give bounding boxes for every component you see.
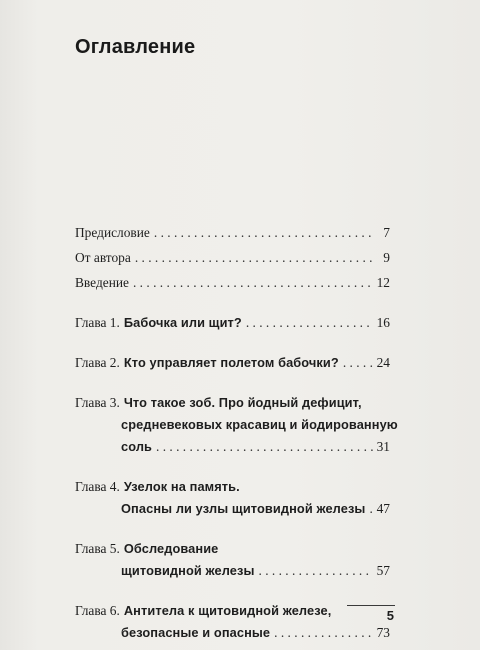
toc-line — [75, 498, 390, 520]
toc-line — [75, 247, 390, 269]
toc-line — [75, 436, 390, 458]
toc-line — [75, 272, 390, 294]
toc-line — [75, 414, 398, 436]
toc-page-number: 73 — [376, 625, 390, 640]
toc-line — [75, 312, 390, 334]
toc-entry — [75, 352, 390, 374]
toc-entry — [75, 312, 390, 334]
chapter-number: Глава 6. — [75, 603, 120, 618]
chapter-number: Глава 1. — [75, 315, 120, 330]
chapter-title: Обследование — [123, 541, 219, 556]
toc-entry-title: От автора — [75, 250, 131, 265]
dot-leader — [154, 222, 373, 244]
toc-page-number: 47 — [376, 501, 390, 516]
toc-entry-title: Предисловие — [75, 225, 150, 240]
toc-line — [75, 476, 390, 498]
dot-leader — [274, 622, 373, 644]
toc-line — [75, 600, 390, 622]
dot-leader — [133, 272, 373, 294]
toc-page-number: 7 — [383, 225, 390, 240]
toc-page-number: 31 — [376, 439, 390, 454]
chapter-number: Глава 4. — [75, 479, 120, 494]
chapter-title-continued: безопасные и опасные — [121, 625, 271, 640]
chapter-number: Глава 5. — [75, 541, 120, 556]
toc-line — [75, 622, 390, 644]
toc-line — [75, 560, 390, 582]
toc-page-number: 57 — [376, 563, 390, 578]
toc-page-number: 24 — [376, 355, 390, 370]
toc-entry — [75, 392, 398, 458]
chapter-title: Антитела к щитовидной железе, — [123, 603, 332, 618]
chapter-title-continued: щитовидной железы — [121, 563, 255, 578]
dot-leader — [135, 247, 373, 269]
chapter-title-continued: Опасны ли узлы щитовидной железы — [121, 501, 366, 516]
dot-leader — [369, 498, 373, 520]
toc-page-number: 9 — [383, 250, 390, 265]
dot-leader — [259, 560, 374, 582]
dot-leader — [156, 436, 373, 458]
chapter-title: Что такое зоб. Про йодный дефицит, — [123, 395, 362, 410]
toc-entry-title: Введение — [75, 275, 129, 290]
toc-entry — [75, 476, 390, 520]
toc-page-number: 16 — [376, 315, 390, 330]
chapter-title-continued: средневековых красавиц и йодированную — [121, 417, 398, 432]
chapter-title: Узелок на память. — [123, 479, 240, 494]
chapter-title: Бабочка или щит? — [123, 315, 242, 330]
toc-line — [75, 222, 390, 244]
footer-rule — [347, 605, 395, 606]
toc-entry — [75, 247, 390, 269]
chapter-number: Глава 3. — [75, 395, 120, 410]
toc-entry — [75, 272, 390, 294]
table-of-contents — [75, 222, 398, 644]
toc-entry — [75, 600, 390, 644]
toc-line — [75, 538, 390, 560]
toc-entry — [75, 538, 390, 582]
toc-line — [75, 392, 390, 414]
chapter-title: Кто управляет полетом бабочки? — [123, 355, 339, 370]
toc-page-number: 12 — [376, 275, 390, 290]
toc-line — [75, 352, 390, 374]
page-number: 5 — [386, 608, 394, 623]
toc-heading: Оглавление — [75, 36, 196, 58]
toc-entry — [75, 222, 390, 244]
chapter-title-continued: соль — [121, 439, 153, 454]
dot-leader — [343, 352, 373, 374]
chapter-number: Глава 2. — [75, 355, 120, 370]
dot-leader — [246, 312, 373, 334]
